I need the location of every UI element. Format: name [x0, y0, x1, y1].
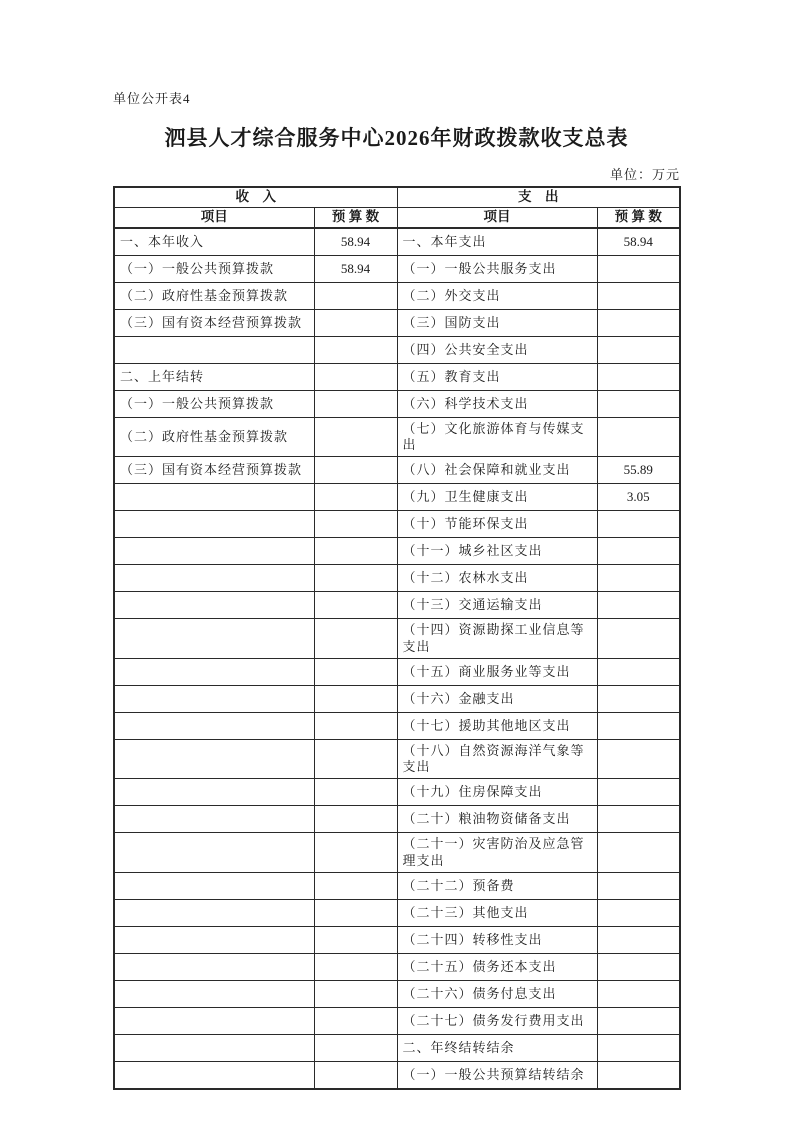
income-budget-cell [314, 926, 397, 953]
table-row [114, 417, 680, 457]
section-header-row [114, 187, 680, 207]
expense-item-cell: （十六）金融支出 [397, 685, 597, 712]
table-row [114, 779, 680, 806]
table-row [114, 806, 680, 833]
expense-budget-cell [597, 926, 680, 953]
income-item-cell [114, 833, 314, 873]
expense-budget-cell [597, 538, 680, 565]
expense-budget-cell [597, 619, 680, 659]
income-section-header: 收 入 [114, 187, 397, 207]
expense-item-cell: （二）外交支出 [397, 282, 597, 309]
page-content [113, 0, 680, 1090]
expense-budget-cell [597, 712, 680, 739]
expense-budget-cell [597, 685, 680, 712]
income-item-cell [114, 484, 314, 511]
expense-item-column-header: 项目 [397, 207, 597, 228]
income-budget-cell: 58.94 [314, 228, 397, 256]
expense-budget-cell [597, 806, 680, 833]
expense-budget-cell [597, 592, 680, 619]
table-row [114, 899, 680, 926]
table-row [114, 739, 680, 779]
income-item-cell: 一、本年收入 [114, 228, 314, 256]
expense-item-cell: （二十一）灾害防治及应急管理支出 [397, 833, 597, 873]
income-item-column-header: 项目 [114, 207, 314, 228]
table-row [114, 619, 680, 659]
expense-item-cell: （九）卫生健康支出 [397, 484, 597, 511]
expense-budget-cell [597, 1007, 680, 1034]
expense-item-cell: （三）国防支出 [397, 309, 597, 336]
expense-item-cell: （十九）住房保障支出 [397, 779, 597, 806]
expense-budget-cell [597, 255, 680, 282]
income-budget-cell [314, 619, 397, 659]
table-row [114, 538, 680, 565]
table-row [114, 484, 680, 511]
income-budget-cell [314, 336, 397, 363]
income-budget-cell [314, 363, 397, 390]
table-row [114, 685, 680, 712]
income-budget-cell [314, 417, 397, 457]
expense-item-cell: （十四）资源勘探工业信息等支出 [397, 619, 597, 659]
table-row [114, 565, 680, 592]
income-item-cell [114, 511, 314, 538]
income-budget-cell [314, 739, 397, 779]
expense-budget-cell [597, 336, 680, 363]
table-row [114, 1061, 680, 1089]
income-item-cell [114, 685, 314, 712]
income-item-cell: （一）一般公共预算拨款 [114, 255, 314, 282]
income-budget-cell [314, 658, 397, 685]
table-body [114, 228, 680, 1089]
expense-item-cell: （七）文化旅游体育与传媒支出 [397, 417, 597, 457]
income-item-cell [114, 953, 314, 980]
income-item-cell [114, 712, 314, 739]
income-budget-cell: 58.94 [314, 255, 397, 282]
income-budget-cell [314, 484, 397, 511]
income-item-cell [114, 1007, 314, 1034]
income-budget-cell [314, 309, 397, 336]
expense-budget-cell: 3.05 [597, 484, 680, 511]
expense-item-cell: （十八）自然资源海洋气象等支出 [397, 739, 597, 779]
income-item-cell [114, 806, 314, 833]
expense-budget-cell [597, 1034, 680, 1061]
table-row [114, 592, 680, 619]
expense-budget-cell [597, 363, 680, 390]
expense-item-cell: （十三）交通运输支出 [397, 592, 597, 619]
income-budget-cell [314, 282, 397, 309]
table-row [114, 457, 680, 484]
expense-budget-column-header: 预 算 数 [597, 207, 680, 228]
expense-budget-cell [597, 282, 680, 309]
expense-budget-cell [597, 872, 680, 899]
table-row [114, 980, 680, 1007]
income-item-cell [114, 658, 314, 685]
table-row [114, 282, 680, 309]
income-item-cell: （三）国有资本经营预算拨款 [114, 457, 314, 484]
income-item-cell [114, 619, 314, 659]
income-item-cell [114, 739, 314, 779]
table-row [114, 255, 680, 282]
table-row [114, 309, 680, 336]
table-row [114, 658, 680, 685]
income-item-cell [114, 1034, 314, 1061]
expense-budget-cell: 55.89 [597, 457, 680, 484]
expense-budget-cell [597, 899, 680, 926]
budget-table [113, 186, 681, 1090]
income-budget-cell [314, 899, 397, 926]
expense-item-cell: （二十七）债务发行费用支出 [397, 1007, 597, 1034]
page-title: 泗县人才综合服务中心2026年财政拨款收支总表 [164, 126, 629, 150]
income-item-cell: （二）政府性基金预算拨款 [114, 282, 314, 309]
income-budget-cell [314, 980, 397, 1007]
income-item-cell [114, 980, 314, 1007]
expense-budget-cell [597, 779, 680, 806]
expense-budget-cell [597, 565, 680, 592]
income-budget-cell [314, 1007, 397, 1034]
expense-item-cell: （一）一般公共服务支出 [397, 255, 597, 282]
income-item-cell [114, 565, 314, 592]
income-budget-cell [314, 1034, 397, 1061]
table-row [114, 511, 680, 538]
income-item-cell [114, 1061, 314, 1089]
income-budget-column-header: 预 算 数 [314, 207, 397, 228]
income-budget-cell [314, 1061, 397, 1089]
income-item-cell: （一）一般公共预算拨款 [114, 390, 314, 417]
income-budget-cell [314, 712, 397, 739]
column-header-row [114, 207, 680, 228]
income-item-cell [114, 872, 314, 899]
income-budget-cell [314, 390, 397, 417]
expense-item-cell: （二十四）转移性支出 [397, 926, 597, 953]
expenditure-section-header: 支 出 [397, 187, 680, 207]
expense-budget-cell: 58.94 [597, 228, 680, 256]
income-item-cell [114, 779, 314, 806]
income-budget-cell [314, 565, 397, 592]
income-budget-cell [314, 457, 397, 484]
income-budget-cell [314, 806, 397, 833]
expense-budget-cell [597, 1061, 680, 1089]
income-item-cell [114, 538, 314, 565]
expense-item-cell: （一）一般公共预算结转结余 [397, 1061, 597, 1089]
income-budget-cell [314, 685, 397, 712]
income-item-cell [114, 592, 314, 619]
table-row [114, 1007, 680, 1034]
table-row [114, 363, 680, 390]
expense-budget-cell [597, 417, 680, 457]
income-item-cell: （二）政府性基金预算拨款 [114, 417, 314, 457]
expense-item-cell: （十二）农林水支出 [397, 565, 597, 592]
table-head [114, 187, 680, 228]
table-row [114, 336, 680, 363]
expense-item-cell: （十七）援助其他地区支出 [397, 712, 597, 739]
income-budget-cell [314, 872, 397, 899]
expense-item-cell: （二十三）其他支出 [397, 899, 597, 926]
income-budget-cell [314, 833, 397, 873]
expense-item-cell: （十一）城乡社区支出 [397, 538, 597, 565]
income-budget-cell [314, 953, 397, 980]
table-row [114, 833, 680, 873]
unit-note: 单位：万元 [609, 167, 680, 182]
table-row [114, 1034, 680, 1061]
expense-item-cell: （二十六）债务付息支出 [397, 980, 597, 1007]
expense-budget-cell [597, 833, 680, 873]
doc-label: 单位公开表4 [113, 91, 191, 106]
expense-item-cell: （二十五）债务还本支出 [397, 953, 597, 980]
income-item-cell [114, 899, 314, 926]
expense-item-cell: （二十）粮油物资储备支出 [397, 806, 597, 833]
income-item-cell: 二、上年结转 [114, 363, 314, 390]
income-item-cell: （三）国有资本经营预算拨款 [114, 309, 314, 336]
table-row [114, 872, 680, 899]
expense-item-cell: （十五）商业服务业等支出 [397, 658, 597, 685]
expense-item-cell: （二十二）预备费 [397, 872, 597, 899]
expense-item-cell: （八）社会保障和就业支出 [397, 457, 597, 484]
expense-item-cell: （十）节能环保支出 [397, 511, 597, 538]
income-budget-cell [314, 592, 397, 619]
expense-budget-cell [597, 390, 680, 417]
income-item-cell [114, 336, 314, 363]
expense-budget-cell [597, 309, 680, 336]
expense-item-cell: （六）科学技术支出 [397, 390, 597, 417]
table-row [114, 953, 680, 980]
expense-item-cell: 二、年终结转结余 [397, 1034, 597, 1061]
expense-item-cell: （五）教育支出 [397, 363, 597, 390]
income-item-cell [114, 926, 314, 953]
expense-item-cell: （四）公共安全支出 [397, 336, 597, 363]
table-row [114, 712, 680, 739]
expense-budget-cell [597, 980, 680, 1007]
table-row [114, 926, 680, 953]
expense-budget-cell [597, 739, 680, 779]
income-budget-cell [314, 779, 397, 806]
income-budget-cell [314, 511, 397, 538]
income-budget-cell [314, 538, 397, 565]
table-row [114, 228, 680, 256]
expense-budget-cell [597, 511, 680, 538]
expense-budget-cell [597, 953, 680, 980]
expense-item-cell: 一、本年支出 [397, 228, 597, 256]
expense-budget-cell [597, 658, 680, 685]
table-row [114, 390, 680, 417]
